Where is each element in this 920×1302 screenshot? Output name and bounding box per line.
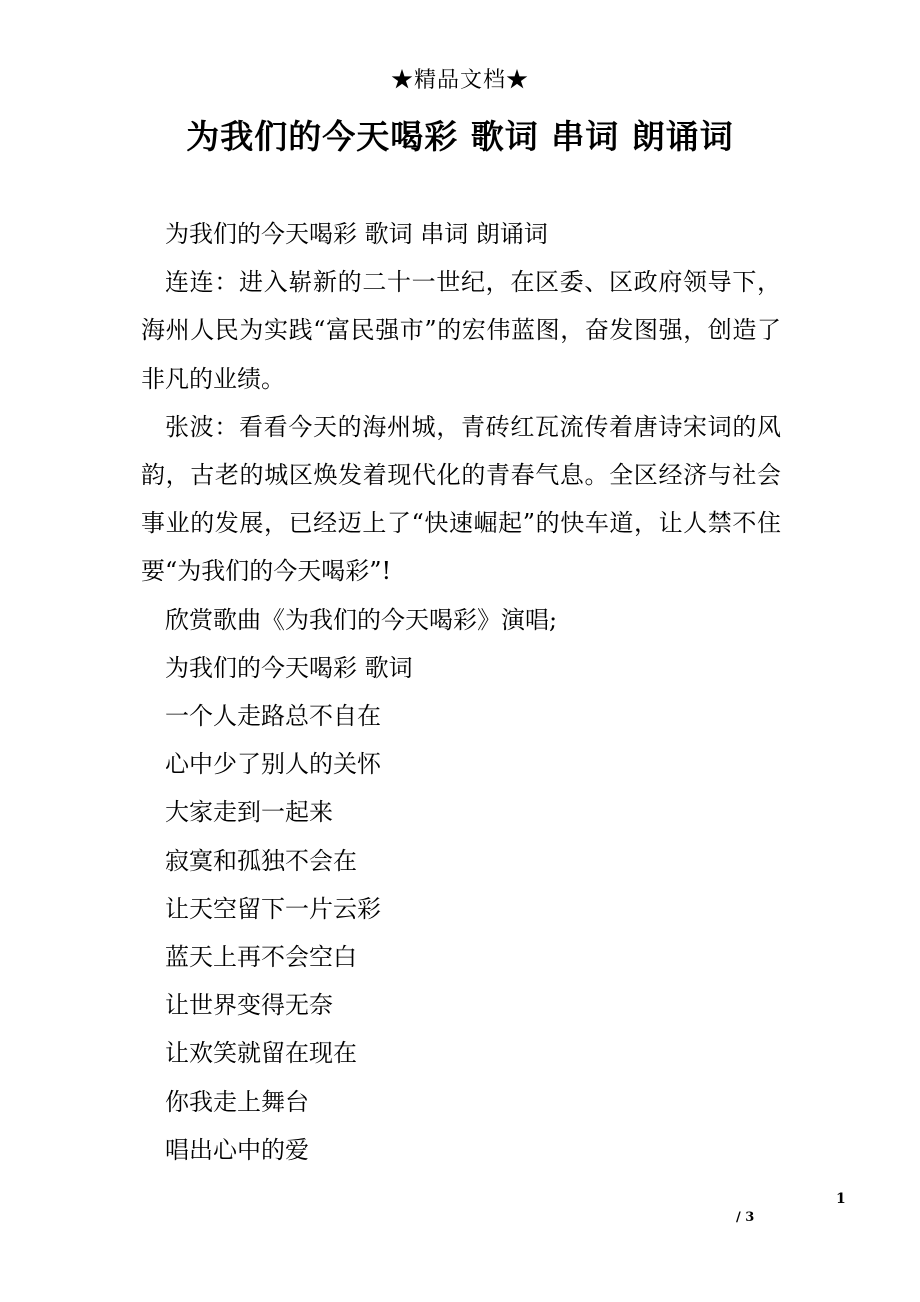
paragraph-lianlian: 连连：进入崭新的二十一世纪，在区委、区政府领导下，海州人民为实践“富民强市”的宏伟蓝图，奋发图强，创造了非凡的业绩。 (141, 268, 781, 393)
lyric-line: 让世界变得无奈 (165, 991, 333, 1020)
paragraph-zhangbo: 张波：看看今天的海州城，青砖红瓦流传着唐诗宋词的风韵，古老的城区焕发着现代化的青春气息。全区经济与社会事业的发展，已经迈上了“快速崛起”的快车道，让人禁不住要“为我们的今天喝彩”! (141, 412, 781, 586)
lyric-line: 让天空留下一片云彩 (165, 894, 381, 923)
document-title: 为我们的今天喝彩 歌词 串词 朗诵词 (186, 117, 734, 156)
lyric-line: 让欢笑就留在现在 (165, 1039, 357, 1068)
lyric-line: 蓝天上再不会空白 (165, 943, 357, 972)
document-body (141, 210, 781, 1174)
lyric-line: 大家走到一起来 (165, 798, 333, 827)
header-mark: ★精品文档★ (390, 68, 529, 93)
paragraph-subtitle: 为我们的今天喝彩 歌词 串词 朗诵词 (165, 220, 548, 248)
lyric-line: 唱出心中的爱 (165, 1135, 309, 1164)
page-number: 1 (836, 1191, 846, 1207)
lyric-line: 一个人走路总不自在 (165, 702, 381, 731)
lyric-line: 心中少了别人的关怀 (165, 750, 381, 779)
lyrics-title: 为我们的今天喝彩 歌词 (165, 653, 413, 682)
lyric-line: 寂寞和孤独不会在 (165, 846, 357, 875)
page-total: / 3 (736, 1210, 755, 1225)
lyric-line: 你我走上舞台 (165, 1087, 309, 1116)
paragraph-song-intro: 欣赏歌曲《为我们的今天喝彩》演唱; (165, 605, 558, 634)
